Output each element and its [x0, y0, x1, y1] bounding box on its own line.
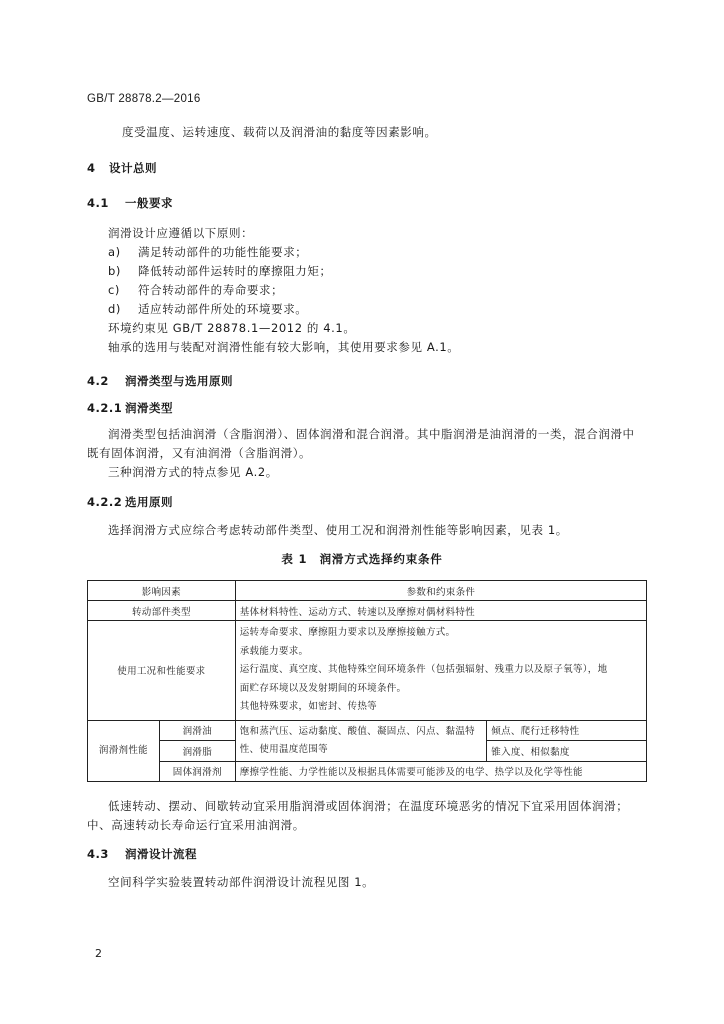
table-cell: 锥入度、相似黏度 [487, 741, 647, 762]
section-title: 润滑类型 [125, 401, 173, 415]
s43-para: 空间科学实验装置转动部件润滑设计流程见图 1。 [108, 875, 375, 889]
section-4-2-heading [87, 373, 233, 389]
table-header-cell: 影响因素 [88, 581, 236, 601]
table-cell: 基体材料特性、运动方式、转速以及摩擦对偶材料特性 [235, 601, 646, 621]
s41-bearing: 轴承的选用与装配对润滑性能有较大影响，其使用要求参见 A.1。 [108, 340, 460, 354]
list-item [108, 244, 307, 260]
section-4-2-1-heading [87, 400, 173, 416]
section-number: 4.2.1 [87, 401, 123, 415]
section-title: 一般要求 [125, 196, 173, 210]
section-4-2-2-heading [87, 494, 173, 510]
section-4-3-heading [87, 846, 197, 862]
section-title: 选用原则 [125, 495, 173, 509]
section-number: 4.3 [87, 847, 109, 861]
section-title: 设计总则 [109, 161, 157, 175]
section-number: 4.1 [87, 196, 109, 210]
cell-line: 承载能力要求。 [239, 645, 309, 657]
list-tag: a) [108, 245, 121, 259]
list-text: 满足转动部件的功能性能要求； [138, 245, 308, 259]
after-table-line1: 低速转动、摆动、间歇转动宜采用脂润滑或固体润滑；在温度环境恶劣的情况下宜采用固体润滑； [108, 799, 629, 813]
list-tag: b) [108, 264, 121, 278]
section-title: 润滑设计流程 [125, 847, 197, 861]
table-row [88, 761, 647, 781]
table-row [88, 720, 647, 741]
section-number: 4.2 [87, 374, 109, 388]
table-header-cell: 参数和约束条件 [235, 581, 646, 601]
list-item [108, 263, 332, 279]
table-cell: 润滑剂性能 [88, 720, 160, 781]
s421-para2: 三种润滑方式的特点参见 A.2。 [108, 465, 278, 479]
table-cell: 转动部件类型 [88, 601, 236, 621]
list-text: 降低转动部件运转时的摩擦阻力矩； [138, 264, 332, 278]
section-title: 润滑类型与选用原则 [125, 374, 233, 388]
s421-para1-line2: 既有固体润滑，又有油润滑（含脂润滑）。 [87, 446, 312, 460]
table-cell [235, 621, 646, 721]
table-cell: 润滑油 [159, 720, 235, 741]
after-table-line2: 中、高速转动长寿命运行宜采用油润滑。 [87, 818, 305, 832]
list-tag: d) [108, 302, 121, 316]
cell-line: 面贮存环境以及发射期间的环境条件。 [239, 682, 407, 694]
list-text: 适应转动部件所处的环境要求。 [138, 302, 308, 316]
table-row [88, 601, 647, 621]
s422-para: 选择润滑方式应综合考虑转动部件类型、使用工况和润滑剂性能等影响因素，见表 1。 [108, 523, 568, 537]
section-number: 4 [87, 161, 96, 175]
list-text: 符合转动部件的寿命要求； [138, 283, 284, 297]
s41-env: 环境约束见 GB/T 28878.1—2012 的 4.1。 [108, 321, 356, 335]
list-item [108, 301, 307, 317]
table-row [88, 581, 647, 601]
table-caption: 表 1 润滑方式选择约束条件 [281, 552, 443, 566]
s421-para1-line1: 润滑类型包括油润滑（含脂润滑）、固体润滑和混合润滑。其中脂润滑是油润滑的一类，混合润滑中 [108, 427, 635, 441]
s41-lead: 润滑设计应遵循以下原则： [108, 226, 254, 240]
section-number: 4.2.2 [87, 495, 123, 509]
intro-line: 度受温度、运转速度、载荷以及润滑油的黏度等因素影响。 [122, 125, 437, 139]
cell-line: 其他特殊要求，如密封、传热等 [239, 701, 377, 712]
table-cell: 倾点、爬行迁移特性 [487, 720, 647, 741]
table-cell: 摩擦学性能、力学性能以及根据具体需要可能涉及的电学、热学以及化学等性能 [235, 761, 646, 781]
list-item [108, 282, 283, 298]
document-header: GB/T 28878.2—2016 [87, 93, 201, 105]
cell-line: 运行温度、真空度、其他特殊空间环境条件（包括强辐射、残重力以及原子氧等），地 [239, 664, 608, 675]
section-4-heading [87, 160, 157, 176]
table-cell: 润滑脂 [159, 741, 235, 762]
page-number: 2 [95, 947, 102, 960]
section-4-1-heading [87, 195, 173, 211]
table-cell: 使用工况和性能要求 [88, 621, 236, 721]
constraint-table [87, 580, 647, 782]
cell-line: 运转寿命要求、摩擦阻力要求以及摩擦接触方式。 [239, 627, 456, 638]
table-cell: 饱和蒸汽压、运动黏度、酸值、凝固点、闪点、黏温特性、使用温度范围等 [235, 720, 487, 761]
list-tag: c) [108, 283, 121, 297]
table-cell: 固体润滑剂 [159, 761, 235, 781]
table-row [88, 621, 647, 721]
